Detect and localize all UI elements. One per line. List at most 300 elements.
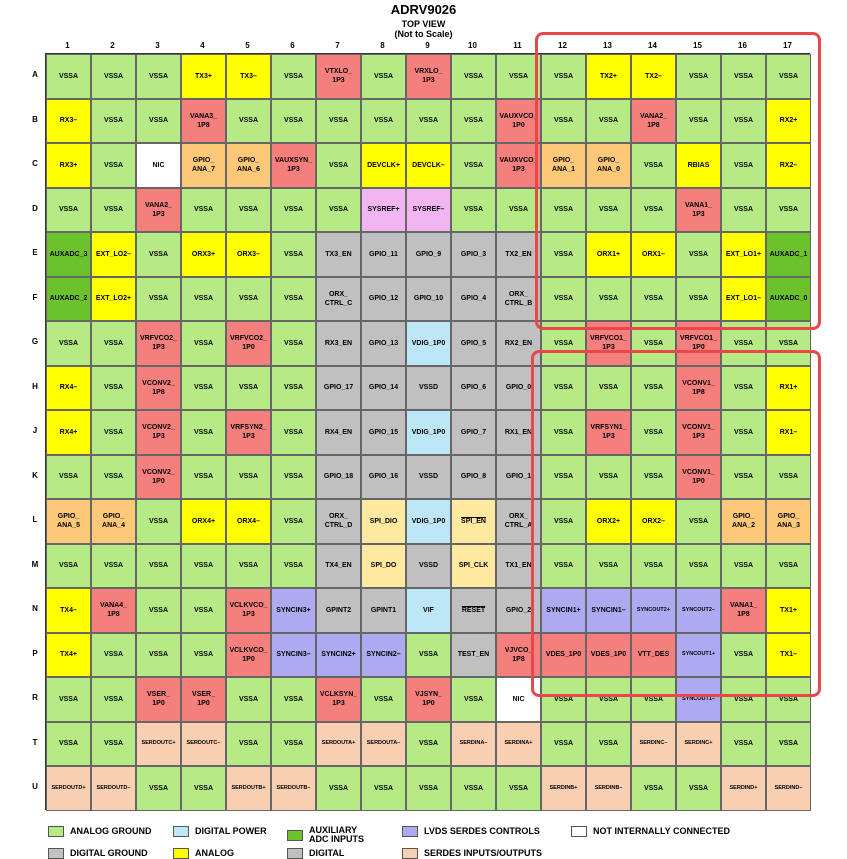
pin-cell: VSSA: [46, 722, 91, 767]
pin-cell: VSSA: [676, 99, 721, 144]
pin-cell: VSSA: [271, 499, 316, 544]
pin-cell: VSSA: [361, 766, 406, 811]
pin-cell: SERDINA–: [451, 722, 496, 767]
pin-cell: ORX_ CTRL_A: [496, 499, 541, 544]
pin-cell: TX4–: [46, 588, 91, 633]
pin-cell: VSSA: [271, 366, 316, 411]
pin-cell: RX1_EN: [496, 410, 541, 455]
pin-cell: VRFVCO2_ 1P3: [136, 321, 181, 366]
pin-cell: SERDINC–: [631, 722, 676, 767]
pin-cell: EXT_LO2–: [91, 232, 136, 277]
pin-cell: VSSA: [316, 99, 361, 144]
pin-cell: SYSREF+: [361, 188, 406, 233]
pin-cell: VSSA: [721, 410, 766, 455]
column-number: 2: [110, 41, 115, 50]
pin-cell: VSSA: [721, 455, 766, 500]
pin-cell: SYNCIN1–: [586, 588, 631, 633]
legend-item: [402, 848, 542, 859]
pin-cell: VDES_1P0: [541, 633, 586, 678]
pin-cell: VSSA: [271, 321, 316, 366]
pin-cell: VSSA: [91, 544, 136, 589]
pin-cell: GPIO_11: [361, 232, 406, 277]
pin-cell: SERDIND+: [721, 766, 766, 811]
row-label: F: [32, 292, 38, 302]
pin-cell: VSSA: [586, 188, 631, 233]
pin-cell: VSSA: [721, 143, 766, 188]
pin-cell: VANA3_ 1P8: [181, 99, 226, 144]
pin-cell: VANA1_ 1P3: [676, 188, 721, 233]
pin-cell: VSER_ 1P0: [181, 677, 226, 722]
column-number: 7: [335, 41, 340, 50]
legend-swatch: [402, 826, 418, 837]
row-label: K: [32, 470, 38, 480]
pin-cell: VANA4_ 1P8: [91, 588, 136, 633]
pin-cell: VSSA: [226, 188, 271, 233]
column-number: 1: [65, 41, 70, 50]
pin-cell: ORX_ CTRL_C: [316, 277, 361, 322]
pin-cell: VSSA: [271, 188, 316, 233]
pin-cell: VDIG_1P0: [406, 321, 451, 366]
pin-cell: VCONV1_ 1P8: [676, 366, 721, 411]
pin-cell: SYNCOUT2+: [631, 588, 676, 633]
pin-cell: VDIG_1P0: [406, 499, 451, 544]
pin-cell: TX3+: [181, 54, 226, 99]
pin-cell: ORX4–: [226, 499, 271, 544]
pin-cell: VSSD: [406, 544, 451, 589]
pin-cell: SERDOUTA+: [316, 722, 361, 767]
pin-cell: ORX_ CTRL_D: [316, 499, 361, 544]
pin-cell: VSSA: [46, 188, 91, 233]
pin-cell: TX2_EN: [496, 232, 541, 277]
pin-cell: VSSA: [541, 277, 586, 322]
pin-cell: VSSA: [451, 188, 496, 233]
pin-cell: VSSA: [226, 455, 271, 500]
pin-cell: VSSA: [226, 677, 271, 722]
pin-cell: VJVCO_ 1P8: [496, 633, 541, 678]
pin-cell: VSSA: [226, 366, 271, 411]
pin-cell: TX2–: [631, 54, 676, 99]
pin-cell: TX4+: [46, 633, 91, 678]
pin-cell: GPIO_4: [451, 277, 496, 322]
pin-cell: VSSA: [766, 677, 811, 722]
legend-swatch: [48, 848, 64, 859]
pin-cell: VSSA: [181, 366, 226, 411]
pin-cell: GPINT2: [316, 588, 361, 633]
legend-swatch: [402, 848, 418, 859]
pin-cell: SYNCOUT1+: [676, 633, 721, 678]
pin-cell: VSSA: [496, 766, 541, 811]
pin-cell: GPIO_14: [361, 366, 406, 411]
pin-cell: VSSA: [91, 54, 136, 99]
pin-cell: VSSA: [631, 455, 676, 500]
pin-cell: VSSA: [361, 54, 406, 99]
pin-cell: VSSA: [46, 54, 91, 99]
pin-cell: VCLKVCO_ 1P0: [226, 633, 271, 678]
pin-cell: VSSA: [721, 633, 766, 678]
pin-cell: GPIO_18: [316, 455, 361, 500]
pin-cell: VSSA: [226, 99, 271, 144]
pin-cell: GPIO_0: [496, 366, 541, 411]
pin-cell: VSSA: [721, 54, 766, 99]
pin-cell: RX2+: [766, 99, 811, 144]
legend-item: [571, 826, 730, 837]
subtitle-line-2: (Not to Scale): [394, 29, 453, 39]
pin-cell: VSSA: [136, 588, 181, 633]
pin-cell: SERDOUTB–: [271, 766, 316, 811]
pin-cell: VSSA: [406, 766, 451, 811]
pin-cell: RX4+: [46, 410, 91, 455]
pin-cell: VSSA: [631, 544, 676, 589]
pin-cell: SERDIND–: [766, 766, 811, 811]
pin-cell: VSSA: [631, 766, 676, 811]
pin-cell: VSSA: [721, 366, 766, 411]
pin-cell: VSSA: [136, 544, 181, 589]
pin-cell: VSSA: [271, 722, 316, 767]
pin-cell: RX4–: [46, 366, 91, 411]
pin-cell: GPIO_8: [451, 455, 496, 500]
pin-cell: VDIG_1P0: [406, 410, 451, 455]
column-number: 12: [558, 41, 567, 50]
row-label: M: [31, 559, 39, 569]
column-number: 4: [200, 41, 205, 50]
pin-cell: VSSA: [271, 410, 316, 455]
pin-cell: ORX3+: [181, 232, 226, 277]
pin-cell: VCONV2_ 1P8: [136, 366, 181, 411]
legend-label: DIGITAL POWER: [195, 826, 267, 836]
pin-cell: VSSA: [586, 455, 631, 500]
pin-cell: VRXLO_ 1P3: [406, 54, 451, 99]
column-number: 5: [245, 41, 250, 50]
pin-cell: RX3+: [46, 143, 91, 188]
pin-cell: VSSA: [541, 54, 586, 99]
pin-cell: VSSA: [361, 99, 406, 144]
pin-cell: VSSA: [541, 677, 586, 722]
column-number: 16: [738, 41, 747, 50]
legend-swatch: [173, 848, 189, 859]
highlight-box-bottom: [531, 350, 821, 697]
pin-cell: SERDOUTD+: [46, 766, 91, 811]
pin-cell: VSSA: [91, 321, 136, 366]
pin-cell: AUXADC_3: [46, 232, 91, 277]
pin-cell: VANA1_ 1P8: [721, 588, 766, 633]
pin-cell: VRFVCO1_ 1P3: [586, 321, 631, 366]
pin-cell: VSSA: [406, 633, 451, 678]
pin-cell: VSSA: [541, 366, 586, 411]
column-number: 10: [468, 41, 477, 50]
pin-cell: EXT_LO1–: [721, 277, 766, 322]
pin-cell: GPIO_16: [361, 455, 406, 500]
pin-cell: VSSA: [136, 766, 181, 811]
pin-cell: VSSA: [541, 321, 586, 366]
pin-cell: RX1+: [766, 366, 811, 411]
pin-cell: VSSA: [631, 277, 676, 322]
pin-cell: SERDOUTB+: [226, 766, 271, 811]
pin-cell: RX1–: [766, 410, 811, 455]
pin-cell: VSSA: [766, 455, 811, 500]
legend-item: [48, 826, 152, 837]
pin-cell: VSSA: [406, 99, 451, 144]
pin-cell: VRFSYN1_ 1P3: [586, 410, 631, 455]
pin-cell: ORX3–: [226, 232, 271, 277]
legend-label: AUXILIARY ADC INPUTS: [309, 825, 365, 844]
pin-cell: GPIO_2: [496, 588, 541, 633]
pin-cell: VSSA: [541, 455, 586, 500]
pin-cell: RESET: [451, 588, 496, 633]
pin-cell: VSSA: [361, 677, 406, 722]
pin-cell: TX3_EN: [316, 232, 361, 277]
pin-cell: NIC: [496, 677, 541, 722]
pin-cell: VJSYN_ 1P0: [406, 677, 451, 722]
pin-cell: GPIO_ ANA_0: [586, 143, 631, 188]
pin-cell: VSSA: [271, 277, 316, 322]
pin-cell: VSSA: [676, 544, 721, 589]
pin-cell: ORX4+: [181, 499, 226, 544]
pin-cell: VSSA: [91, 455, 136, 500]
pin-cell: VSSA: [631, 143, 676, 188]
pin-cell: SYNCIN1+: [541, 588, 586, 633]
legend-swatch: [287, 830, 303, 841]
pin-cell: VSSD: [406, 366, 451, 411]
pin-cell: SPI_DO: [361, 544, 406, 589]
pin-cell: VSSA: [181, 544, 226, 589]
pin-cell: TX1_EN: [496, 544, 541, 589]
column-number: 3: [155, 41, 160, 50]
pin-cell: TX1+: [766, 588, 811, 633]
pin-cell: VSSA: [541, 99, 586, 144]
pin-cell: VSSA: [721, 722, 766, 767]
pin-cell: VTT_DES: [631, 633, 676, 678]
pin-cell: VTXLO_ 1P3: [316, 54, 361, 99]
pin-cell: VSSA: [316, 766, 361, 811]
pin-cell: VSSA: [631, 366, 676, 411]
row-label: E: [32, 248, 38, 258]
pin-cell: VSSA: [676, 232, 721, 277]
diagram-title: ADRV9026: [390, 2, 457, 17]
pin-cell: TX4_EN: [316, 544, 361, 589]
legend-item: [402, 826, 540, 837]
pin-cell: VSSA: [181, 188, 226, 233]
pin-cell: VSSA: [406, 722, 451, 767]
pin-cell: VSSA: [136, 99, 181, 144]
pin-cell: GPIO_ ANA_4: [91, 499, 136, 544]
row-label: J: [32, 426, 38, 436]
row-label: B: [32, 114, 38, 124]
pin-cell: TX2+: [586, 54, 631, 99]
pin-cell: EXT_LO1+: [721, 232, 766, 277]
pin-cell: VSSA: [91, 188, 136, 233]
pin-cell: VSSA: [46, 321, 91, 366]
pin-cell: VSSA: [136, 54, 181, 99]
legend-swatch: [48, 826, 64, 837]
row-label: D: [32, 203, 38, 213]
pin-cell: TEST_EN: [451, 633, 496, 678]
column-number: 17: [783, 41, 792, 50]
pin-cell: GPIO_13: [361, 321, 406, 366]
pin-cell: VSSA: [226, 277, 271, 322]
pin-cell: RX3–: [46, 99, 91, 144]
pin-cell: VSSA: [631, 677, 676, 722]
pin-cell: VSSA: [586, 544, 631, 589]
pin-cell: VSSA: [541, 544, 586, 589]
pin-cell: SPI_EN: [451, 499, 496, 544]
pin-cell: VRFVCO2_ 1P0: [226, 321, 271, 366]
pin-cell: VSSA: [226, 544, 271, 589]
pin-cell: VSSA: [181, 633, 226, 678]
pin-cell: VAUXSYN_ 1P3: [271, 143, 316, 188]
subtitle-line-1: TOP VIEW: [401, 19, 446, 29]
pin-cell: VSSA: [271, 455, 316, 500]
pin-cell: GPIO_ ANA_7: [181, 143, 226, 188]
pin-cell: VSSA: [316, 143, 361, 188]
column-number: 8: [380, 41, 385, 50]
pin-cell: SYSREF–: [406, 188, 451, 233]
pin-cell: VSSA: [631, 321, 676, 366]
pin-cell: SERDOUTC+: [136, 722, 181, 767]
pin-cell: VRFVCO1_ 1P0: [676, 321, 721, 366]
legend-label: DIGITAL: [309, 848, 345, 858]
pin-cell: VSSA: [226, 722, 271, 767]
pin-cell: SYNCIN2+: [316, 633, 361, 678]
pin-cell: VSSA: [721, 99, 766, 144]
legend-swatch: [173, 826, 189, 837]
row-label: H: [32, 381, 38, 391]
pin-cell: GPIO_12: [361, 277, 406, 322]
pin-cell: SERDINB+: [541, 766, 586, 811]
pin-cell: VCONV1_ 1P0: [676, 455, 721, 500]
column-number: 9: [425, 41, 430, 50]
pin-cell: GPIO_ ANA_5: [46, 499, 91, 544]
legend-item: [173, 848, 234, 859]
pin-cell: VSSA: [271, 544, 316, 589]
pin-cell: VSSA: [451, 766, 496, 811]
pin-cell: GPINT1: [361, 588, 406, 633]
pin-cell: GPIO_15: [361, 410, 406, 455]
pin-cell: SERDINC+: [676, 722, 721, 767]
legend-label: LVDS SERDES CONTROLS: [424, 826, 540, 836]
pin-cell: RBIAS: [676, 143, 721, 188]
pin-cell: VSSA: [721, 188, 766, 233]
pin-cell: VSSA: [46, 455, 91, 500]
pin-cell: RX2_EN: [496, 321, 541, 366]
row-label: C: [32, 159, 38, 169]
pin-cell: VSSA: [181, 277, 226, 322]
pin-cell: SERDOUTC–: [181, 722, 226, 767]
row-label: U: [32, 782, 38, 792]
pin-cell: SERDINB–: [586, 766, 631, 811]
pin-cell: VSSA: [721, 677, 766, 722]
pin-cell: VSSA: [271, 99, 316, 144]
pin-cell: VANA2_ 1P3: [136, 188, 181, 233]
pin-cell: VSSA: [631, 410, 676, 455]
pin-cell: VSSA: [316, 188, 361, 233]
pin-cell: GPIO_5: [451, 321, 496, 366]
pin-cell: SPI_CLK: [451, 544, 496, 589]
legend-item: [287, 848, 344, 859]
row-label: A: [32, 70, 38, 80]
pin-cell: GPIO_9: [406, 232, 451, 277]
pin-cell: VSSA: [721, 544, 766, 589]
pin-cell: VSSA: [181, 766, 226, 811]
pin-cell: VCONV1_ 1P3: [676, 410, 721, 455]
pin-cell: VSSA: [181, 410, 226, 455]
pin-cell: VANA2_ 1P8: [631, 99, 676, 144]
legend-label: DIGITAL GROUND: [70, 848, 148, 858]
pin-cell: VSSA: [541, 410, 586, 455]
pin-cell: GPIO_6: [451, 366, 496, 411]
pin-cell: VSSA: [46, 677, 91, 722]
column-number: 6: [290, 41, 295, 50]
pin-cell: RX3_EN: [316, 321, 361, 366]
pin-cell: GPIO_ ANA_1: [541, 143, 586, 188]
pin-cell: VSSA: [451, 99, 496, 144]
pin-cell: GPIO_1: [496, 455, 541, 500]
legend-swatch: [287, 848, 303, 859]
pin-cell: VSSA: [676, 766, 721, 811]
legend-label: ANALOG: [195, 848, 234, 858]
row-label: L: [32, 515, 38, 525]
pin-cell: GPIO_ ANA_2: [721, 499, 766, 544]
pin-cell: VSSA: [451, 54, 496, 99]
pin-cell: VSSA: [676, 54, 721, 99]
pin-cell: VSSA: [766, 544, 811, 589]
pin-cell: VAUXVCO_ 1P0: [496, 99, 541, 144]
pin-cell: VSSA: [586, 99, 631, 144]
pin-cell: VSSA: [181, 588, 226, 633]
pin-cell: VSSA: [586, 722, 631, 767]
pin-cell: ORX_ CTRL_B: [496, 277, 541, 322]
pin-cell: VSSA: [91, 410, 136, 455]
pin-cell: VSSA: [451, 677, 496, 722]
pin-cell: AUXADC_2: [46, 277, 91, 322]
pin-cell: VSSA: [766, 321, 811, 366]
pin-cell: VSSA: [136, 277, 181, 322]
pin-cell: VSSA: [181, 455, 226, 500]
pin-cell: ORX1–: [631, 232, 676, 277]
pin-cell: GPIO_7: [451, 410, 496, 455]
legend-label: ANALOG GROUND: [70, 826, 152, 836]
pin-cell: RX4_EN: [316, 410, 361, 455]
pin-cell: RX2–: [766, 143, 811, 188]
pin-cell: VSSA: [91, 143, 136, 188]
pin-cell: VSSA: [496, 188, 541, 233]
pin-cell: SPI_DIO: [361, 499, 406, 544]
pin-cell: VSSA: [136, 499, 181, 544]
pin-cell: GPIO_17: [316, 366, 361, 411]
pin-cell: VDES_1P0: [586, 633, 631, 678]
pin-cell: VSSD: [406, 455, 451, 500]
row-label: N: [32, 604, 38, 614]
pin-cell: DEVCLK–: [406, 143, 451, 188]
pin-cell: VSSA: [271, 232, 316, 277]
pin-cell: VSSA: [541, 499, 586, 544]
pin-cell: EXT_LO2+: [91, 277, 136, 322]
pin-cell: VIF: [406, 588, 451, 633]
legend-item: [287, 826, 364, 844]
pin-cell: TX3–: [226, 54, 271, 99]
pin-cell: SYNCOUT2–: [676, 588, 721, 633]
pin-cell: GPIO_ ANA_6: [226, 143, 271, 188]
legend-swatch: [571, 826, 587, 837]
pin-cell: VSSA: [451, 143, 496, 188]
pin-cell: VSSA: [766, 54, 811, 99]
pin-cell: ORX2–: [631, 499, 676, 544]
pin-cell: GPIO_3: [451, 232, 496, 277]
pin-cell: VSSA: [271, 54, 316, 99]
pin-cell: VSSA: [541, 188, 586, 233]
pin-cell: VSSA: [91, 677, 136, 722]
pin-cell: VAUXVCO_ 1P3: [496, 143, 541, 188]
pin-cell: GPIO_ ANA_3: [766, 499, 811, 544]
